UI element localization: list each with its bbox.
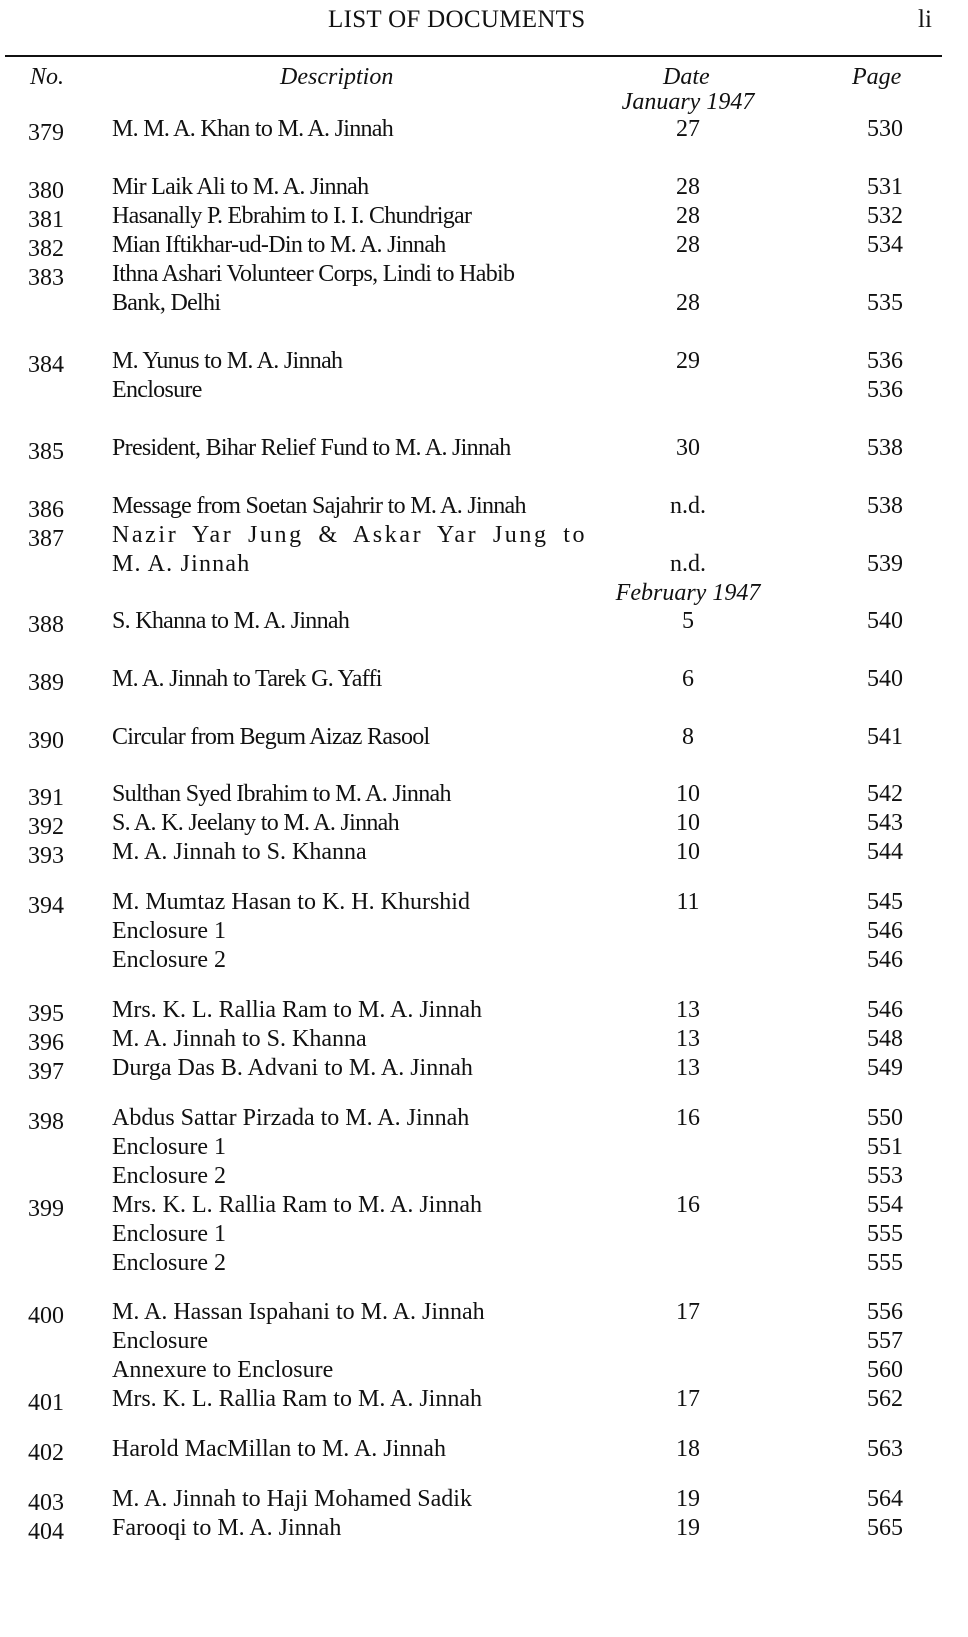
doc-date: 5	[682, 608, 694, 634]
doc-number: 402	[28, 1440, 64, 1466]
enclosure-item	[0, 1328, 968, 1358]
list-item	[0, 174, 968, 204]
doc-date: 13	[676, 1026, 700, 1052]
doc-page: 556	[867, 1299, 903, 1325]
list-item-continuation	[0, 290, 968, 320]
doc-date: 28	[676, 203, 700, 229]
doc-page: 535	[867, 290, 903, 316]
doc-number: 386	[28, 497, 64, 523]
doc-number: 392	[28, 814, 64, 840]
doc-number: 404	[28, 1519, 64, 1545]
doc-date: 13	[676, 1055, 700, 1081]
doc-date: 16	[676, 1105, 700, 1131]
doc-description: M. A. Jinnah to Tarek G. Yaffi	[112, 666, 382, 692]
running-head	[0, 6, 968, 36]
doc-page: 565	[867, 1515, 903, 1541]
doc-page: 546	[867, 997, 903, 1023]
doc-date: 11	[676, 889, 700, 915]
doc-date: 30	[676, 435, 700, 461]
enclosure-item	[0, 1163, 968, 1193]
enclosure-item	[0, 1250, 968, 1280]
list-item	[0, 348, 968, 378]
doc-number: 383	[28, 265, 64, 291]
enclosure-label: Enclosure	[112, 377, 202, 403]
doc-description: Mrs. K. L. Rallia Ram to M. A. Jinnah	[112, 997, 482, 1023]
doc-page: 563	[867, 1436, 903, 1462]
doc-page: 536	[867, 348, 903, 374]
list-item	[0, 1055, 968, 1085]
enclosure-item	[0, 1134, 968, 1164]
doc-number: 388	[28, 612, 64, 638]
column-header-page: Page	[852, 64, 902, 90]
doc-number: 382	[28, 236, 64, 262]
doc-description: Sulthan Syed Ibrahim to M. A. Jinnah	[112, 781, 451, 807]
doc-page: 543	[867, 810, 903, 836]
doc-date: 10	[676, 839, 700, 865]
column-header-description: Description	[280, 64, 394, 90]
doc-number: 380	[28, 178, 64, 204]
doc-date: 17	[676, 1386, 700, 1412]
list-item	[0, 1105, 968, 1135]
page-title: LIST OF DOCUMENTS	[328, 6, 586, 33]
enclosure-item	[0, 947, 968, 977]
doc-page: 548	[867, 1026, 903, 1052]
annexure-label: Annexure to Enclosure	[112, 1357, 334, 1383]
doc-description: M. A. Hassan Ispahani to M. A. Jinnah	[112, 1299, 485, 1325]
doc-number: 399	[28, 1196, 64, 1222]
doc-number: 397	[28, 1059, 64, 1085]
month-label-january: January 1947	[621, 89, 755, 115]
doc-page: 530	[867, 116, 903, 142]
doc-number: 379	[28, 120, 64, 146]
doc-number: 403	[28, 1490, 64, 1516]
doc-description: Mian Iftikhar-ud-Din to M. A. Jinnah	[112, 232, 446, 258]
list-item	[0, 435, 968, 465]
doc-description: M. Mumtaz Hasan to K. H. Khurshid	[112, 889, 470, 915]
enclosure-label: Enclosure 1	[112, 1221, 226, 1247]
list-item	[0, 1192, 968, 1222]
doc-page: 550	[867, 1105, 903, 1131]
doc-page: 562	[867, 1386, 903, 1412]
enclosure-page: 536	[867, 377, 903, 403]
doc-page: 534	[867, 232, 903, 258]
enclosure-label: Enclosure 2	[112, 1163, 226, 1189]
header-rule	[5, 55, 942, 57]
doc-page: 531	[867, 174, 903, 200]
doc-date: 16	[676, 1192, 700, 1218]
list-item	[0, 232, 968, 262]
doc-page: 540	[867, 608, 903, 634]
doc-date: 27	[676, 116, 700, 142]
list-item	[0, 724, 968, 754]
list-item	[0, 781, 968, 811]
doc-page: 541	[867, 724, 903, 750]
enclosure-page: 546	[867, 918, 903, 944]
enclosure-item	[0, 918, 968, 948]
list-item	[0, 522, 968, 552]
doc-number: 391	[28, 785, 64, 811]
doc-number: 401	[28, 1390, 64, 1416]
list-item	[0, 1299, 968, 1329]
list-item	[0, 1486, 968, 1516]
doc-description: President, Bihar Relief Fund to M. A. Jinnah	[112, 435, 511, 461]
doc-date: 10	[676, 781, 700, 807]
doc-page: 542	[867, 781, 903, 807]
list-item	[0, 810, 968, 840]
doc-date: 19	[676, 1486, 700, 1512]
doc-description: Nazir Yar Jung & Askar Yar Jung to	[112, 522, 588, 548]
doc-description: M. A. Jinnah	[112, 551, 251, 577]
doc-number: 396	[28, 1030, 64, 1056]
doc-date: 28	[676, 174, 700, 200]
list-item	[0, 1026, 968, 1056]
doc-date: 10	[676, 810, 700, 836]
enclosure-page: 546	[867, 947, 903, 973]
list-item	[0, 1515, 968, 1545]
doc-number: 389	[28, 670, 64, 696]
doc-number: 381	[28, 207, 64, 233]
doc-description: Mrs. K. L. Rallia Ram to M. A. Jinnah	[112, 1192, 482, 1218]
doc-description: Mir Laik Ali to M. A. Jinnah	[112, 174, 369, 200]
month-label-february: February 1947	[615, 580, 761, 606]
doc-date: 19	[676, 1515, 700, 1541]
enclosure-label: Enclosure 1	[112, 918, 226, 944]
enclosure-page: 553	[867, 1163, 903, 1189]
doc-number: 394	[28, 893, 64, 919]
doc-number: 400	[28, 1303, 64, 1329]
column-header-no: No.	[30, 64, 65, 90]
doc-date: 29	[676, 348, 700, 374]
list-item	[0, 608, 968, 638]
list-item	[0, 493, 968, 523]
enclosure-label: Enclosure 1	[112, 1134, 226, 1160]
doc-description: M. A. Jinnah to Haji Mohamed Sadik	[112, 1486, 472, 1512]
doc-page: 545	[867, 889, 903, 915]
enclosure-page: 551	[867, 1134, 903, 1160]
doc-description: S. Khanna to M. A. Jinnah	[112, 608, 350, 634]
doc-page: 564	[867, 1486, 903, 1512]
annexure-item	[0, 1357, 968, 1387]
doc-description: M. A. Jinnah to S. Khanna	[112, 1026, 367, 1052]
doc-description: M. A. Jinnah to S. Khanna	[112, 839, 367, 865]
list-item	[0, 1386, 968, 1416]
enclosure-item	[0, 1221, 968, 1251]
doc-date: 6	[682, 666, 694, 692]
doc-description: Durga Das B. Advani to M. A. Jinnah	[112, 1055, 473, 1081]
doc-number: 390	[28, 728, 64, 754]
page-folio: li	[918, 6, 932, 33]
doc-page: 540	[867, 666, 903, 692]
enclosure-label: Enclosure 2	[112, 947, 226, 973]
doc-description: Ithna Ashari Volunteer Corps, Lindi to Habib	[112, 261, 515, 287]
doc-page: 538	[867, 493, 903, 519]
list-item	[0, 261, 968, 291]
column-header-date: Date	[663, 64, 710, 90]
doc-date: 13	[676, 997, 700, 1023]
doc-description: Abdus Sattar Pirzada to M. A. Jinnah	[112, 1105, 470, 1131]
annexure-page: 560	[867, 1357, 903, 1383]
doc-number: 398	[28, 1109, 64, 1135]
enclosure-page: 557	[867, 1328, 903, 1354]
list-item	[0, 839, 968, 869]
doc-description: Message from Soetan Sajahrir to M. A. Jinnah	[112, 493, 526, 519]
doc-page: 544	[867, 839, 903, 865]
doc-date: 8	[682, 724, 694, 750]
doc-date: 28	[676, 290, 700, 316]
list-item	[0, 889, 968, 919]
doc-number: 387	[28, 526, 64, 552]
list-item	[0, 116, 968, 146]
doc-page: 549	[867, 1055, 903, 1081]
doc-description: M. M. A. Khan to M. A. Jinnah	[112, 116, 394, 142]
doc-date: 18	[676, 1436, 700, 1462]
doc-description: Farooqi to M. A. Jinnah	[112, 1515, 342, 1541]
list-item	[0, 997, 968, 1027]
doc-date: n.d.	[670, 493, 706, 519]
doc-page: 532	[867, 203, 903, 229]
doc-description: Harold MacMillan to M. A. Jinnah	[112, 1436, 446, 1462]
list-item	[0, 203, 968, 233]
doc-description: Bank, Delhi	[112, 290, 221, 316]
doc-number: 384	[28, 352, 64, 378]
doc-page: 538	[867, 435, 903, 461]
doc-description: Circular from Begum Aizaz Rasool	[112, 724, 430, 750]
doc-number: 393	[28, 843, 64, 869]
doc-description: Mrs. K. L. Rallia Ram to M. A. Jinnah	[112, 1386, 482, 1412]
doc-date: 28	[676, 232, 700, 258]
enclosure-item	[0, 377, 968, 407]
enclosure-page: 555	[867, 1250, 903, 1276]
enclosure-label: Enclosure	[112, 1328, 208, 1354]
doc-description: M. Yunus to M. A. Jinnah	[112, 348, 343, 374]
doc-description: Hasanally P. Ebrahim to I. I. Chundrigar	[112, 203, 472, 229]
doc-date: n.d.	[670, 551, 706, 577]
doc-page: 539	[867, 551, 903, 577]
doc-number: 385	[28, 439, 64, 465]
doc-description: S. A. K. Jeelany to M. A. Jinnah	[112, 810, 399, 836]
doc-date: 17	[676, 1299, 700, 1325]
list-item	[0, 666, 968, 696]
enclosure-page: 555	[867, 1221, 903, 1247]
enclosure-label: Enclosure 2	[112, 1250, 226, 1276]
list-item-continuation	[0, 551, 968, 581]
doc-page: 554	[867, 1192, 903, 1218]
list-item	[0, 1436, 968, 1466]
doc-number: 395	[28, 1001, 64, 1027]
